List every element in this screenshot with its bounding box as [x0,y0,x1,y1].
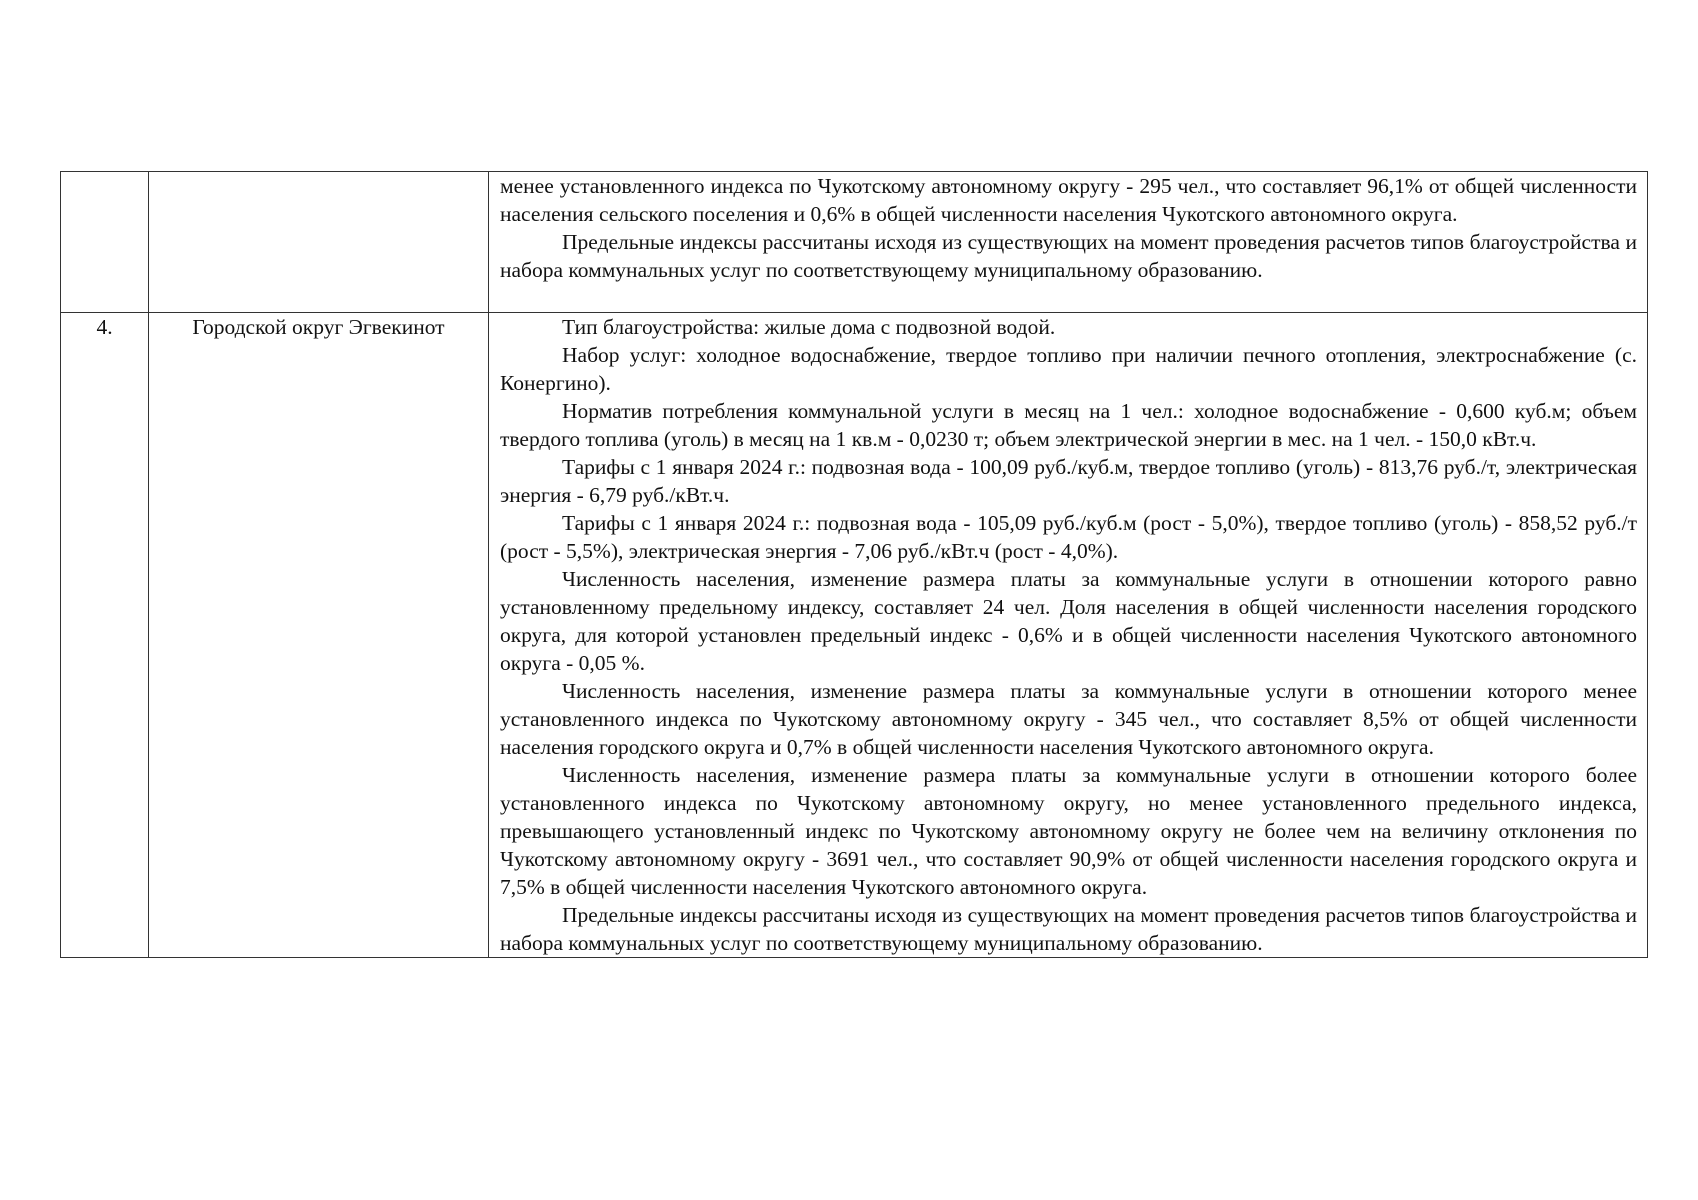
row-number-cell: 4. [61,313,149,958]
paragraph: Норматив потребления коммунальной услуги в месяц на 1 чел.: холодное водоснабжение - 0,600 куб.м; объем твердого топлива (уголь) в месяц на 1 кв.м - 0,0230 т; объем электрической энергии в мес. на 1 чел. - 150,0 кВт.ч. [500,399,1637,451]
paragraph: Тарифы с 1 января 2024 г.: подвозная вода - 100,09 руб./куб.м, твердое топливо (уголь) - 813,76 руб./т, электрическая энергия - 6,79 руб./кВт.ч. [500,455,1637,507]
municipality-name-cell: Городской округ Эгвекинот [149,313,489,958]
paragraph: Предельные индексы рассчитаны исходя из существующих на момент проведения расчетов типов благоустройства и набора коммунальных услуг по соответствующему муниципальному образованию. [500,903,1637,955]
row-number-cell [61,172,149,313]
paragraph: менее установленного индекса по Чукотскому автономному округу - 295 чел., что составляет 96,1% от общей численности населения сельского поселения и 0,6% в общей численности населения Чукотского автономного округа. [500,174,1637,226]
paragraph: Тип благоустройства: жилые дома с подвозной водой. [562,315,1056,339]
description-cell [489,172,1648,313]
table-row [61,313,1648,958]
table-row [61,172,1648,313]
paragraph: Численность населения, изменение размера платы за коммунальные услуги в отношении которого более установленного индекса по Чукотскому автономному округу, но менее установленного предельного индекса, превышающего установленный индекс по Чукотскому автономному округу не более чем на величину отклонения по Чукотскому автономному округу - 3691 чел., что составляет 90,9% от общей численности населения городского округа и 7,5% в общей численности населения Чукотского автономного округа. [500,763,1637,899]
municipality-name-cell [149,172,489,313]
paragraph: Численность населения, изменение размера платы за коммунальные услуги в отношении которого менее установленного индекса по Чукотскому автономному округу - 345 чел., что составляет 8,5% от общей численности населения городского округа и 0,7% в общей численности населения Чукотского автономного округа. [500,679,1637,759]
paragraph: Предельные индексы рассчитаны исходя из существующих на момент проведения расчетов типов благоустройства и набора коммунальных услуг по соответствующему муниципальному образованию. [500,230,1637,282]
paragraph: Набор услуг: холодное водоснабжение, твердое топливо при наличии печного отопления, электроснабжение (с. Конергино). [500,343,1637,395]
description-cell [489,313,1648,958]
paragraph: Численность населения, изменение размера платы за коммунальные услуги в отношении которого равно установленному предельному индексу, составляет 24 чел. Доля населения в общей численности населения городского округа, для которой установлен предельный индекс - 0,6% и в общей численности населения Чукотского автономного округа - 0,05 %. [500,567,1637,675]
paragraph: Тарифы с 1 января 2024 г.: подвозная вода - 105,09 руб./куб.м (рост - 5,0%), твердое топливо (уголь) - 858,52 руб./т (рост - 5,5%), электрическая энергия - 7,06 руб./кВт.ч (рост - 4,0%). [500,511,1637,563]
indices-table [60,171,1648,958]
